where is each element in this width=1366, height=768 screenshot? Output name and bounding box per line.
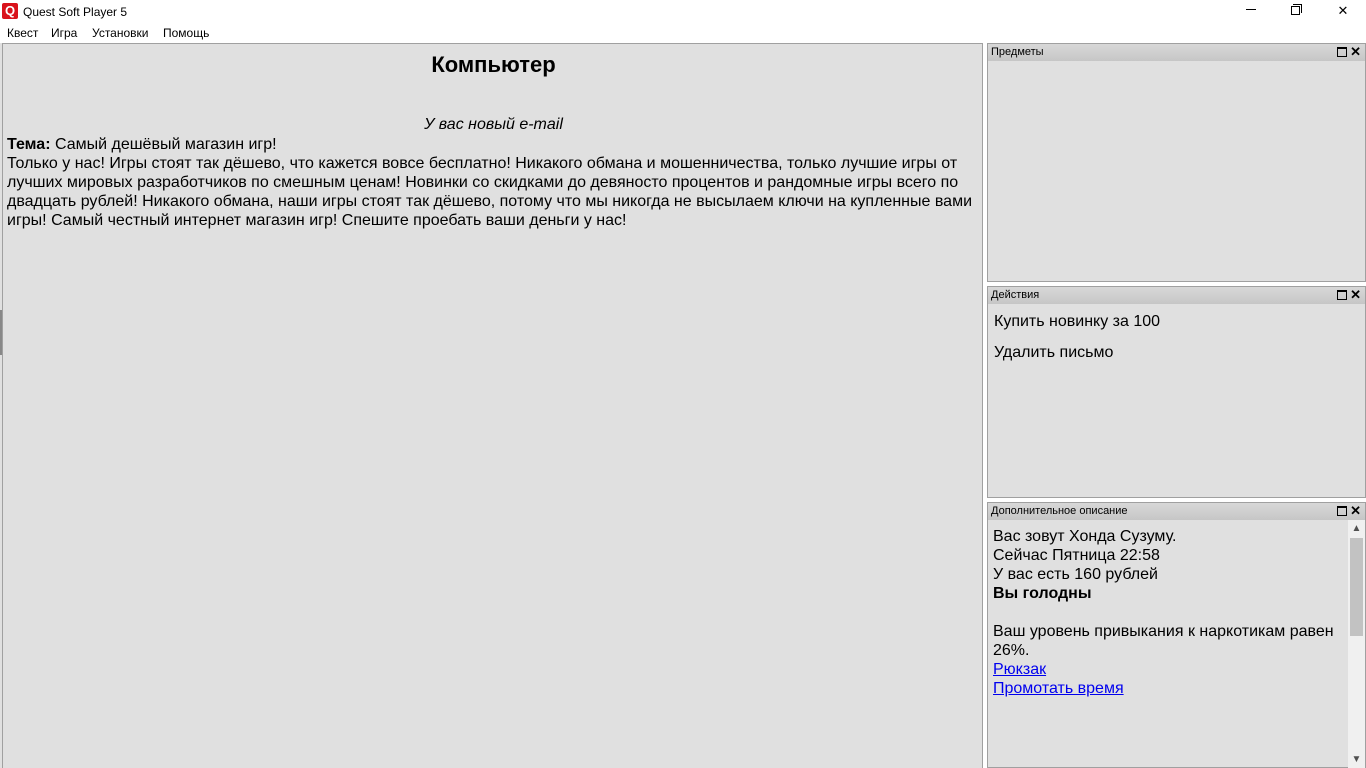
extra-panel-scrollbar[interactable] [1348, 520, 1365, 768]
mail-body-text: Только у нас! Игры стоят так дёшево, что кажется вовсе бесплатно! Никакого обмана и мошенничества, только лучшие игры от лучших мировых разработчиков по смешным ценам! Новинки со скидками до девяносто процентов и рандомные игры всего по двадцать рублей! Никакого обмана, наши игры стоят так дёшево, потому что мы никогда не высылаем ключи на купленные вами игры! Самый честный интернет магазин игр! Спешите проебать ваши деньги у нас! [7, 155, 972, 229]
close-button[interactable] [1320, 0, 1366, 24]
panel-close-icon[interactable]: ✕ [1350, 503, 1361, 518]
minimize-icon [1246, 9, 1256, 10]
minimize-button[interactable] [1228, 0, 1274, 24]
panel-close-icon[interactable]: ✕ [1350, 287, 1361, 302]
restore-button[interactable] [1274, 0, 1320, 24]
blank-line [993, 603, 1343, 622]
player-name-line: Вас зовут Хонда Сузуму. [993, 528, 1177, 545]
menu-help[interactable]: Помощь [163, 26, 210, 40]
actions-panel-header [988, 287, 1365, 304]
items-panel [987, 43, 1366, 282]
actions-panel-title: Действия [991, 289, 1040, 301]
hunger-status: Вы голодны [993, 585, 1092, 602]
panel-restore-icon[interactable] [1337, 290, 1347, 300]
actions-panel [987, 286, 1366, 498]
scroll-thumb[interactable] [1350, 538, 1363, 636]
items-panel-header [988, 44, 1365, 61]
close-icon: ✕ [1337, 3, 1349, 18]
action-buy-new-game[interactable]: Купить новинку за 100 [994, 313, 1161, 330]
scroll-down-icon[interactable]: ▼ [1351, 754, 1362, 765]
main-description-pane [2, 43, 983, 768]
time-line: Сейчас Пятница 22:58 [993, 547, 1160, 564]
menu-game[interactable]: Игра [51, 26, 78, 40]
mail-notice: У вас новый e-mail [424, 116, 563, 133]
menu-settings[interactable]: Установки [92, 26, 149, 40]
title-bar [0, 0, 1366, 24]
addiction-line: Ваш уровень привыкания к наркотикам равен 26%. [993, 623, 1334, 659]
window-title: Quest Soft Player 5 [23, 5, 128, 19]
backpack-link[interactable]: Рюкзак [993, 661, 1047, 678]
location-title: Компьютер [431, 52, 556, 77]
menu-bar [0, 24, 1366, 42]
mail-subject-label: Тема: [7, 136, 51, 153]
quest-logo-icon: Q [2, 3, 18, 19]
mail-subject: Самый дешёвый магазин игр! [50, 136, 277, 153]
extra-description-text [993, 527, 1343, 698]
skip-time-link[interactable]: Промотать время [993, 680, 1124, 697]
scroll-up-icon[interactable]: ▲ [1351, 523, 1362, 534]
action-delete-mail[interactable]: Удалить письмо [994, 344, 1114, 361]
extra-panel-title: Дополнительное описание [991, 505, 1128, 517]
extra-panel-header [988, 503, 1365, 520]
items-panel-title: Предметы [991, 46, 1044, 58]
panel-restore-icon[interactable] [1337, 506, 1347, 516]
mail-text [7, 135, 977, 230]
money-line: У вас есть 160 рублей [993, 566, 1158, 583]
extra-description-panel [987, 502, 1366, 768]
panel-close-icon[interactable]: ✕ [1350, 44, 1361, 59]
restore-icon [1291, 6, 1300, 15]
panel-restore-icon[interactable] [1337, 47, 1347, 57]
menu-quest[interactable]: Квест [7, 26, 39, 40]
